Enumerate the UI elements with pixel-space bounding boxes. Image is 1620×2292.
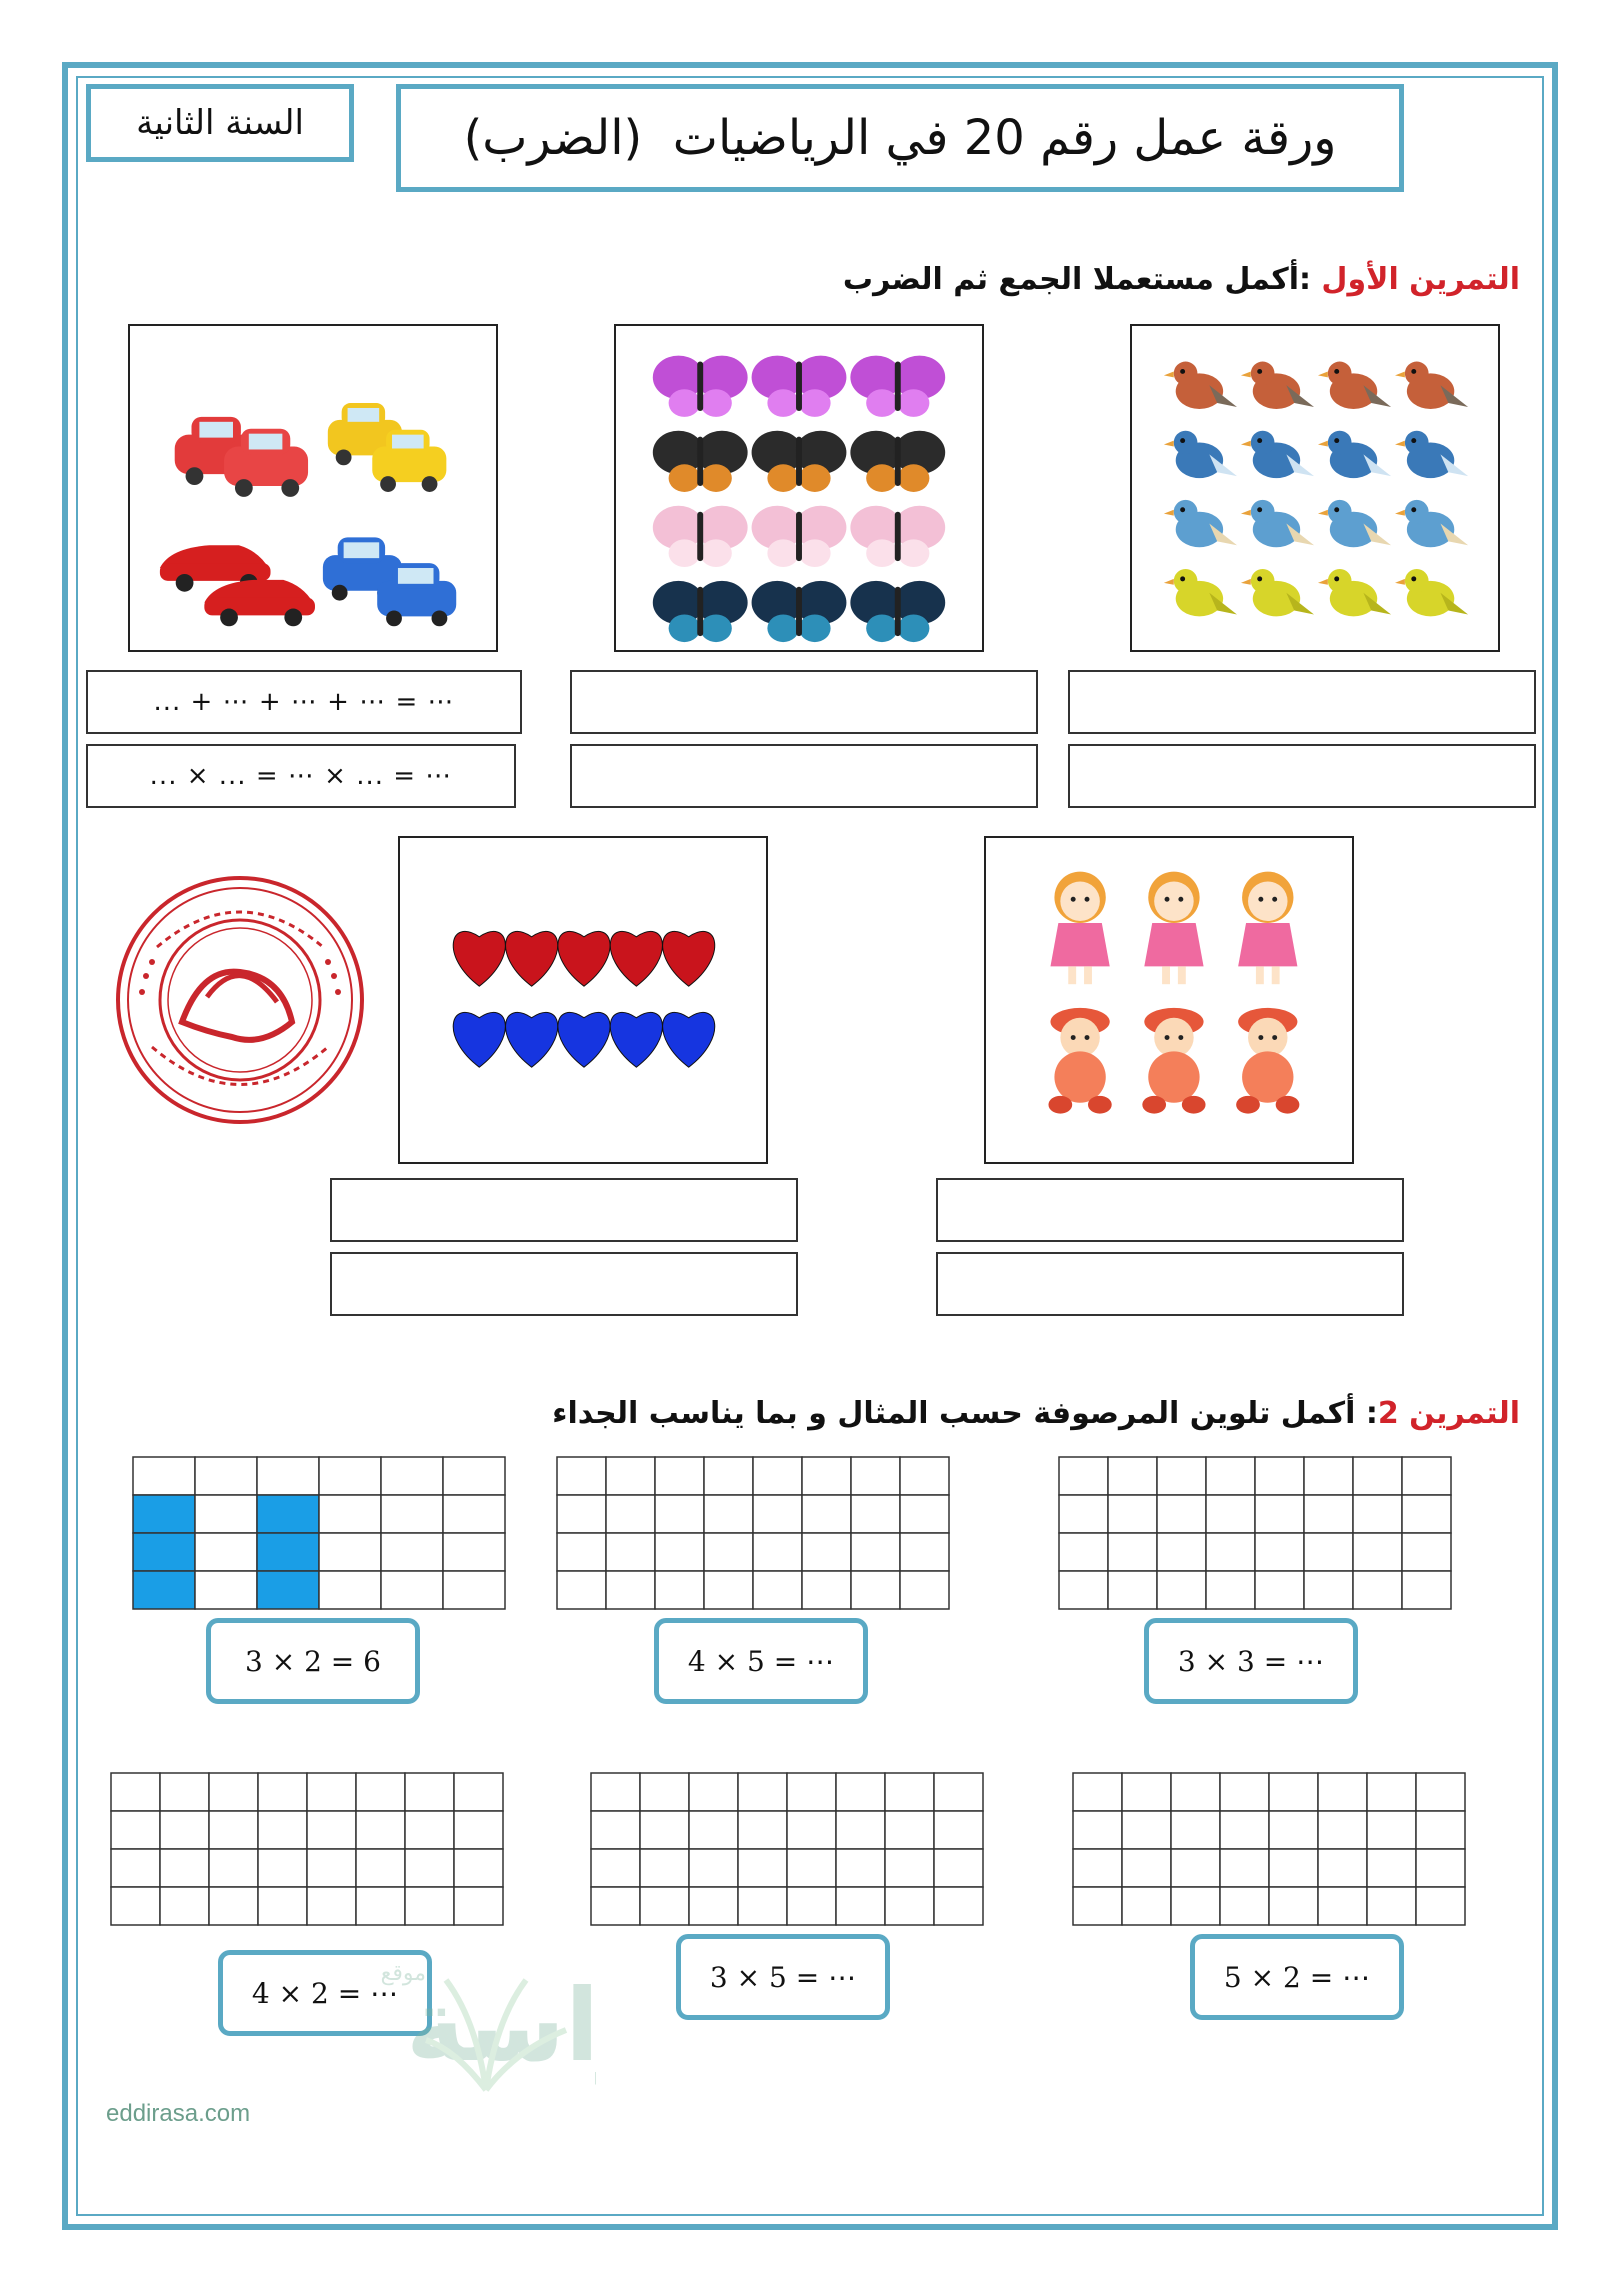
grid-cell: [319, 1495, 381, 1533]
butterfly-icon: [653, 506, 748, 567]
grid-cell: [606, 1571, 655, 1609]
grid-cell: [443, 1495, 505, 1533]
coloring-grid[interactable]: [590, 1772, 984, 1926]
grid-cell: [454, 1849, 503, 1887]
cars-picture: [128, 324, 498, 652]
grid-cell: [356, 1773, 405, 1811]
addition-answer-box[interactable]: [330, 1178, 798, 1242]
doll-icon: [1142, 1008, 1205, 1114]
grid-cell: [195, 1533, 257, 1571]
multiplication-answer-box[interactable]: [330, 1252, 798, 1316]
bird-icon: [1164, 569, 1237, 616]
equation-text: 4 × 5 = ⋯: [687, 1644, 835, 1678]
butterfly-icon: [752, 431, 847, 492]
grid-cell: [133, 1533, 195, 1571]
grid-cell: [1171, 1849, 1220, 1887]
grid-cell: [689, 1773, 738, 1811]
grid-cell: [1255, 1495, 1304, 1533]
grid-cell: [591, 1849, 640, 1887]
doll-icon: [1238, 872, 1297, 985]
grid-cell: [606, 1533, 655, 1571]
butterfly-icon: [850, 356, 945, 417]
grid-cell: [1073, 1849, 1122, 1887]
grade-text: السنة الثانية: [136, 103, 304, 143]
grid-cell: [1059, 1533, 1108, 1571]
grid-cell: [454, 1887, 503, 1925]
butterfly-icon: [850, 581, 945, 642]
grid-cell: [133, 1495, 195, 1533]
grid-cell: [934, 1849, 983, 1887]
grid-cell: [753, 1533, 802, 1571]
bird-icon: [1241, 362, 1314, 409]
grid-cell: [1206, 1533, 1255, 1571]
grid-cell: [307, 1887, 356, 1925]
grid-cell: [258, 1887, 307, 1925]
bird-icon: [1241, 500, 1314, 547]
coloring-grid[interactable]: [110, 1772, 504, 1926]
butterflies-illustration: [616, 326, 982, 650]
grid-cell: [381, 1571, 443, 1609]
grid-cell: [454, 1773, 503, 1811]
bird-icon: [1318, 362, 1391, 409]
grid-cell: [753, 1495, 802, 1533]
butterfly-icon: [752, 581, 847, 642]
dolls-picture: [984, 836, 1354, 1164]
exercise2-label: التمرين 2: [1377, 1396, 1520, 1431]
doll-icon: [1236, 1008, 1299, 1114]
bird-icon: [1318, 569, 1391, 616]
grid-cell: [640, 1849, 689, 1887]
grid-cell: [738, 1773, 787, 1811]
grid-cell: [111, 1773, 160, 1811]
grid-cell: [1073, 1773, 1122, 1811]
grid-cell: [443, 1533, 505, 1571]
exercise2-instruction: : أكمل تلوين المرصوفة حسب المثال و بما يناسب الجداء: [552, 1396, 1378, 1431]
grid-cell: [1059, 1495, 1108, 1533]
grid-cell: [1220, 1887, 1269, 1925]
grid-cell: [885, 1773, 934, 1811]
grid-cell: [160, 1773, 209, 1811]
grid-cell: [885, 1811, 934, 1849]
grid-cell: [900, 1457, 949, 1495]
heart-icon: [506, 931, 558, 986]
grid-cell: [1171, 1773, 1220, 1811]
grid-cell: [405, 1773, 454, 1811]
equation-text: 3 × 2 = 6: [245, 1644, 381, 1678]
grid-cell: [319, 1457, 381, 1495]
butterfly-icon: [752, 356, 847, 417]
coloring-grid[interactable]: [132, 1456, 506, 1610]
grid-cell: [802, 1457, 851, 1495]
grid-cell: [738, 1849, 787, 1887]
grid-cell: [1122, 1887, 1171, 1925]
grid-cell: [1255, 1457, 1304, 1495]
grid-cell: [900, 1533, 949, 1571]
grid-cell: [802, 1495, 851, 1533]
coloring-grid[interactable]: [1058, 1456, 1452, 1610]
grid-cell: [885, 1887, 934, 1925]
grid-cell: [1353, 1457, 1402, 1495]
equation-box[interactable]: [676, 1934, 890, 2020]
equation-box[interactable]: [1144, 1618, 1358, 1704]
grid-cell: [381, 1495, 443, 1533]
grid-cell: [1220, 1773, 1269, 1811]
grid-cell: [1255, 1571, 1304, 1609]
bird-icon: [1395, 431, 1468, 478]
bird-icon: [1395, 362, 1468, 409]
grid-cell: [405, 1887, 454, 1925]
grid-cell: [307, 1773, 356, 1811]
grid-cell: [1122, 1773, 1171, 1811]
grid-cell: [209, 1811, 258, 1849]
grid-cell: [257, 1495, 319, 1533]
grid-cell: [1157, 1533, 1206, 1571]
equation-box[interactable]: [1190, 1934, 1404, 2020]
grid-cell: [836, 1811, 885, 1849]
grid-cell: [1304, 1571, 1353, 1609]
grid-cell: [1402, 1495, 1451, 1533]
grid-cell: [209, 1849, 258, 1887]
grid-cell: [1122, 1811, 1171, 1849]
hearts-picture: [398, 836, 768, 1164]
grid-cell: [885, 1849, 934, 1887]
grid-cell: [1269, 1887, 1318, 1925]
grid-cell: [405, 1811, 454, 1849]
grid-cell: [1367, 1887, 1416, 1925]
grid-cell: [1367, 1773, 1416, 1811]
cars-illustration: [130, 326, 496, 650]
grid-cell: [307, 1811, 356, 1849]
grid-cell: [1318, 1773, 1367, 1811]
heart-icon: [663, 931, 715, 986]
grid-cell: [258, 1773, 307, 1811]
grid-cell: [787, 1811, 836, 1849]
bird-icon: [1395, 569, 1468, 616]
grid-cell: [836, 1849, 885, 1887]
addition-answer-box[interactable]: [570, 670, 1038, 734]
addition-answer-box[interactable]: [936, 1178, 1404, 1242]
heart-icon: [558, 931, 610, 986]
addition-answer-box[interactable]: [86, 670, 522, 734]
grid-cell: [1269, 1811, 1318, 1849]
grid-cell: [1269, 1773, 1318, 1811]
butterfly-icon: [653, 356, 748, 417]
grid-cell: [1318, 1887, 1367, 1925]
grid-cell: [934, 1773, 983, 1811]
multiplication-answer-box[interactable]: [570, 744, 1038, 808]
heart-icon: [610, 931, 662, 986]
equation-text: 3 × 3 = ⋯: [1177, 1644, 1325, 1678]
title-text: ورقة عمل رقم 20 في الرياضيات (الضرب): [463, 110, 1337, 166]
grid-cell: [655, 1533, 704, 1571]
grid-cell: [851, 1533, 900, 1571]
heart-icon: [453, 1012, 505, 1067]
birds-picture: [1130, 324, 1500, 652]
butterfly-icon: [850, 431, 945, 492]
grid-cell: [356, 1849, 405, 1887]
grid-cell: [738, 1887, 787, 1925]
grid-cell: [1171, 1887, 1220, 1925]
exercise2-heading: [552, 1396, 1520, 1431]
bird-icon: [1318, 431, 1391, 478]
grid-cell: [257, 1533, 319, 1571]
coloring-grid[interactable]: [1072, 1772, 1466, 1926]
heart-icon: [558, 1012, 610, 1067]
grid-cell: [1220, 1849, 1269, 1887]
grid-cell: [1304, 1533, 1353, 1571]
grid-cell: [405, 1849, 454, 1887]
heart-icon: [506, 1012, 558, 1067]
grid-cell: [1073, 1887, 1122, 1925]
grid-cell: [1269, 1849, 1318, 1887]
grid-cell: [1402, 1457, 1451, 1495]
grid-cell: [1318, 1811, 1367, 1849]
grid-cell: [356, 1811, 405, 1849]
grid-cell: [111, 1849, 160, 1887]
equation-box: [206, 1618, 420, 1704]
grid-cell: [704, 1495, 753, 1533]
grid-cell: [257, 1457, 319, 1495]
grid-cell: [1157, 1571, 1206, 1609]
grid-cell: [606, 1457, 655, 1495]
heart-icon: [610, 1012, 662, 1067]
grid-cell: [160, 1811, 209, 1849]
grid-cell: [443, 1571, 505, 1609]
grid-cell: [381, 1457, 443, 1495]
dolls-illustration: [986, 838, 1352, 1162]
grid-cell: [381, 1533, 443, 1571]
grid-cell: [557, 1571, 606, 1609]
grid-cell: [1255, 1533, 1304, 1571]
grid-cell: [640, 1811, 689, 1849]
grid-cell: [1171, 1811, 1220, 1849]
exercise1-label: التمرين الأول: [1321, 262, 1520, 297]
grid-cell: [1206, 1571, 1255, 1609]
grid-cell: [900, 1571, 949, 1609]
grid-cell: [640, 1887, 689, 1925]
butterfly-icon: [850, 506, 945, 567]
grid-cell: [934, 1811, 983, 1849]
grid-cell: [1122, 1849, 1171, 1887]
multiplication-answer-box[interactable]: [936, 1252, 1404, 1316]
grid-cell: [209, 1773, 258, 1811]
grid-cell: [1416, 1849, 1465, 1887]
grade-label: [86, 84, 354, 162]
grid-cell: [1318, 1849, 1367, 1887]
grid-cell: [1059, 1571, 1108, 1609]
grid-cell: [738, 1811, 787, 1849]
grid-cell: [443, 1457, 505, 1495]
grid-cell: [1108, 1495, 1157, 1533]
grid-cell: [640, 1773, 689, 1811]
grid-cell: [1220, 1811, 1269, 1849]
equation-text: 4 × 2 = ⋯: [251, 1976, 399, 2010]
grid-cell: [851, 1457, 900, 1495]
exercise1-instruction: :أكمل مستعملا الجمع ثم الضرب: [842, 262, 1322, 297]
doll-icon: [1144, 872, 1203, 985]
grid-cell: [606, 1495, 655, 1533]
grid-cell: [307, 1849, 356, 1887]
grid-cell: [802, 1533, 851, 1571]
bird-icon: [1164, 362, 1237, 409]
watermark-url: eddirasa.com: [106, 2100, 251, 2127]
grid-cell: [1108, 1533, 1157, 1571]
grid-cell: [591, 1773, 640, 1811]
grid-cell: [836, 1773, 885, 1811]
grid-cell: [689, 1887, 738, 1925]
grid-cell: [1416, 1887, 1465, 1925]
doll-icon: [1050, 872, 1109, 985]
grid-cell: [802, 1571, 851, 1609]
grid-cell: [1304, 1495, 1353, 1533]
grid-cell: [195, 1457, 257, 1495]
heart-icon: [663, 1012, 715, 1067]
grid-cell: [1367, 1811, 1416, 1849]
grid-cell: [655, 1495, 704, 1533]
grid-cell: [1353, 1495, 1402, 1533]
grid-cell: [257, 1571, 319, 1609]
grid-cell: [704, 1533, 753, 1571]
svg-text:الدراسة: اسة: [406, 1967, 596, 2084]
equation-text: 5 × 2 = ⋯: [1223, 1960, 1371, 1994]
grid-cell: [655, 1457, 704, 1495]
bird-icon: [1318, 500, 1391, 547]
grid-cell: [689, 1811, 738, 1849]
grid-cell: [258, 1811, 307, 1849]
grid-cell: [1416, 1773, 1465, 1811]
grid-cell: [655, 1571, 704, 1609]
equation-box[interactable]: [654, 1618, 868, 1704]
grid-cell: [900, 1495, 949, 1533]
grid-cell: [689, 1849, 738, 1887]
grid-cell: [1157, 1457, 1206, 1495]
bird-icon: [1395, 500, 1468, 547]
grid-cell: [787, 1773, 836, 1811]
equation-text: 3 × 5 = ⋯: [709, 1960, 857, 1994]
grid-cell: [591, 1887, 640, 1925]
hearts-illustration: [400, 838, 766, 1162]
grid-cell: [1108, 1457, 1157, 1495]
grid-cell: [1304, 1457, 1353, 1495]
grid-cell: [356, 1887, 405, 1925]
grid-cell: [133, 1571, 195, 1609]
grid-cell: [753, 1457, 802, 1495]
grid-cell: [319, 1571, 381, 1609]
coloring-grid[interactable]: [556, 1456, 950, 1610]
grid-cell: [1157, 1495, 1206, 1533]
grid-cell: [1353, 1533, 1402, 1571]
bird-icon: [1164, 500, 1237, 547]
heart-icon: [453, 931, 505, 986]
grid-cell: [1402, 1571, 1451, 1609]
grid-cell: [1367, 1849, 1416, 1887]
grid-cell: [753, 1571, 802, 1609]
grid-cell: [1416, 1811, 1465, 1849]
grid-cell: [787, 1887, 836, 1925]
grid-cell: [1402, 1533, 1451, 1571]
grid-cell: [209, 1887, 258, 1925]
grid-cell: [851, 1495, 900, 1533]
grid-cell: [133, 1457, 195, 1495]
svg-text:موقع: موقع: [380, 1961, 426, 1986]
butterfly-icon: [653, 581, 748, 642]
bird-icon: [1241, 431, 1314, 478]
multiplication-answer-box[interactable]: [86, 744, 516, 808]
bird-icon: [1164, 431, 1237, 478]
grid-cell: [195, 1571, 257, 1609]
exercise1-heading: [843, 262, 1520, 297]
butterfly-icon: [653, 431, 748, 492]
doll-icon: [1048, 1008, 1111, 1114]
grid-cell: [704, 1457, 753, 1495]
multiplication-template: ... × ... = ⋯ × ... = ⋯: [149, 761, 453, 791]
grid-cell: [934, 1887, 983, 1925]
birds-illustration: [1132, 326, 1498, 650]
grid-cell: [1206, 1457, 1255, 1495]
grid-cell: [111, 1887, 160, 1925]
grid-cell: [1108, 1571, 1157, 1609]
grid-cell: [319, 1533, 381, 1571]
grid-cell: [836, 1887, 885, 1925]
grid-cell: [258, 1849, 307, 1887]
grid-cell: [557, 1533, 606, 1571]
butterflies-picture: [614, 324, 984, 652]
grid-cell: [1206, 1495, 1255, 1533]
grid-cell: [454, 1811, 503, 1849]
addition-template: ... + ⋯ + ⋯ + ⋯ = ⋯: [153, 687, 455, 717]
teacher-stamp: [112, 872, 368, 1128]
grid-cell: [160, 1849, 209, 1887]
grid-cell: [704, 1571, 753, 1609]
grid-cell: [1059, 1457, 1108, 1495]
grid-cell: [557, 1457, 606, 1495]
worksheet-title: [396, 84, 1404, 192]
grid-cell: [1073, 1811, 1122, 1849]
bird-icon: [1241, 569, 1314, 616]
grid-cell: [195, 1495, 257, 1533]
multiplication-answer-box[interactable]: [1068, 744, 1536, 808]
grid-cell: [787, 1849, 836, 1887]
grid-cell: [1353, 1571, 1402, 1609]
addition-answer-box[interactable]: [1068, 670, 1536, 734]
grid-cell: [111, 1811, 160, 1849]
grid-cell: [557, 1495, 606, 1533]
grid-cell: [851, 1571, 900, 1609]
butterfly-icon: [752, 506, 847, 567]
grid-cell: [160, 1887, 209, 1925]
grid-cell: [591, 1811, 640, 1849]
